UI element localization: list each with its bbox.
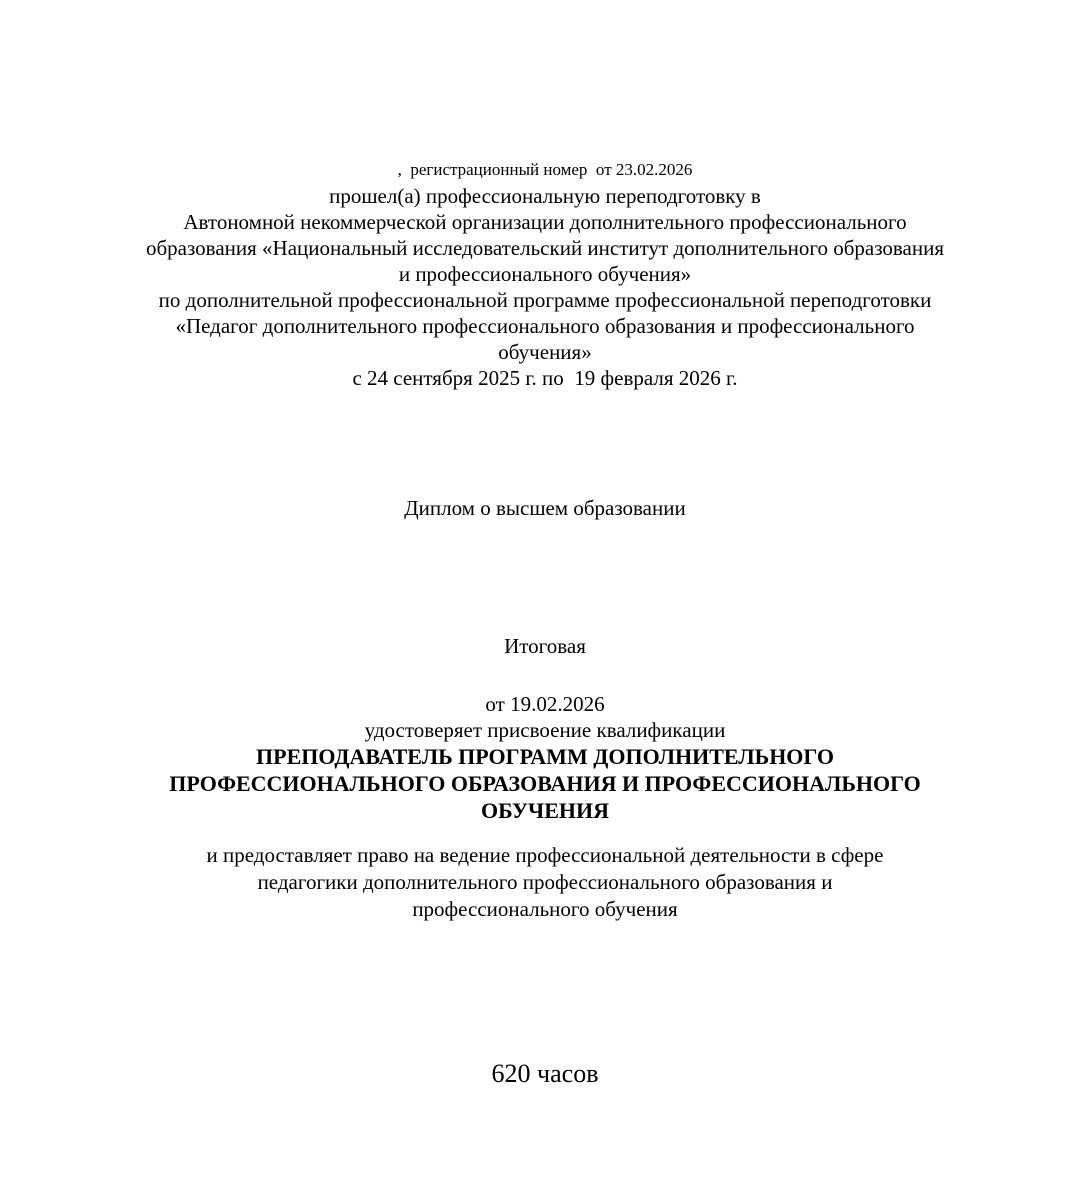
program-hours-line: 620 часов [491, 1059, 599, 1088]
program-block [0, 287, 1090, 365]
professional-rights-line: и предоставляет право на ведение профессиональной деятельности в сфере [206, 843, 884, 867]
protocol-date-line: от 19.02.2026 [485, 692, 605, 716]
certify-qualification-line: удостоверяет присвоение квалификации [364, 718, 726, 742]
study-period-line: с 24 сентября 2025 г. по 19 февраля 2026 г. [352, 366, 738, 390]
qualification-title-line: ПРОФЕССИОНАЛЬНОГО ОБРАЗОВАНИЯ И ПРОФЕССИОНАЛЬНОГО [169, 771, 921, 796]
professional-rights-line: педагогики дополнительного профессионального образования и [257, 870, 833, 894]
prior-education-line: Диплом о высшем образовании [404, 496, 686, 520]
professional-rights-block [0, 842, 1090, 923]
organization-line: Автономной некоммерческой организации дополнительного профессионального [183, 210, 907, 234]
attestation-type-line: Итоговая [504, 634, 586, 658]
organization-line: образования «Национальный исследовательский институт дополнительного образования [146, 236, 944, 260]
program-line: обучения» [498, 340, 592, 364]
program-line: «Педагог дополнительного профессионального образования и профессионального [175, 314, 915, 338]
registration-number-line: , регистрационный номер от 23.02.2026 [397, 160, 693, 179]
program-line: по дополнительной профессиональной программе профессиональной переподготовки [158, 288, 932, 312]
retraining-intro-line: прошел(а) профессиональную переподготовку в [329, 184, 761, 208]
organization-line: и профессионального обучения» [398, 262, 692, 286]
qualification-title-line: ПРЕПОДАВАТЕЛЬ ПРОГРАММ ДОПОЛНИТЕЛЬНОГО [256, 744, 834, 769]
professional-rights-line: профессионального обучения [412, 897, 678, 921]
organization-block [0, 209, 1090, 287]
qualification-title-block [0, 743, 1090, 824]
qualification-title-line: ОБУЧЕНИЯ [481, 798, 609, 823]
